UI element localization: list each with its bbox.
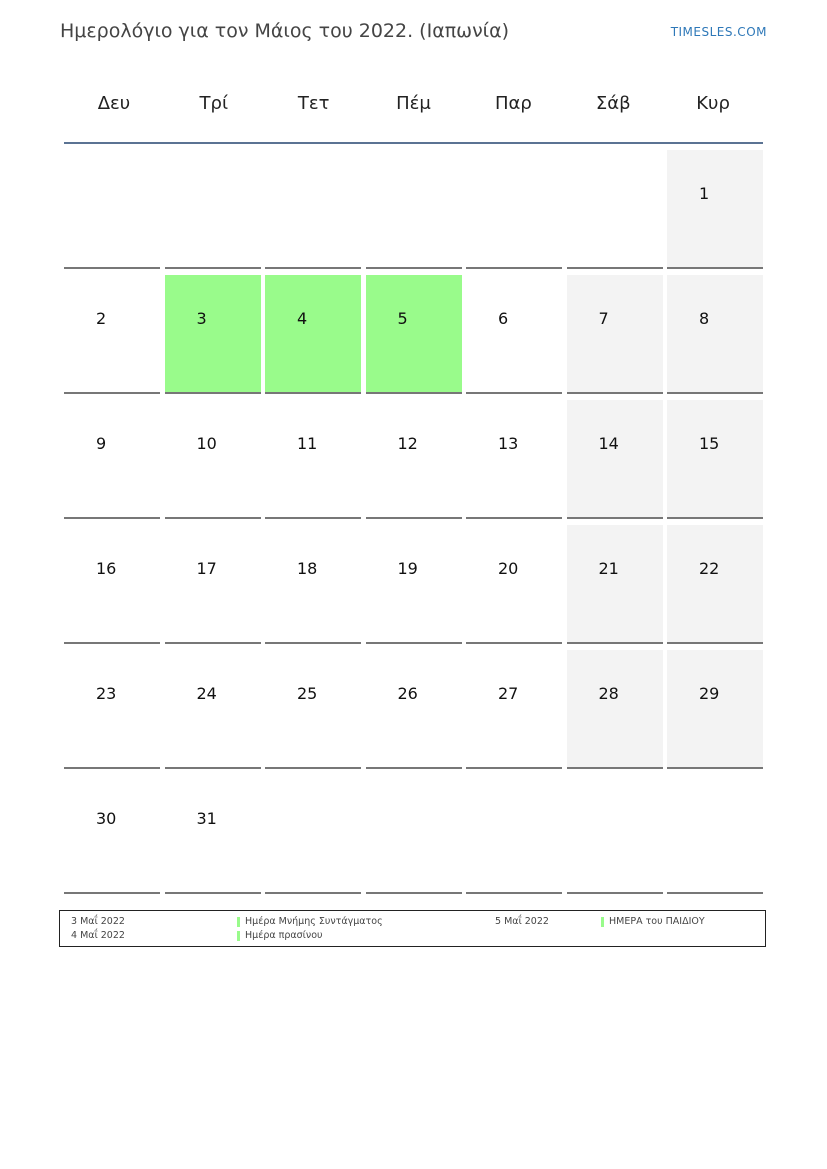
day-cell (466, 650, 562, 769)
day-number: 19 (397, 559, 418, 578)
day-cell (466, 525, 562, 644)
legend-holiday-name: Ημέρα Μνήμης Συντάγματος (245, 916, 383, 927)
day-cell (567, 525, 663, 644)
day-number: 23 (96, 684, 117, 703)
day-cell (466, 275, 562, 394)
calendar-week-row (64, 775, 768, 900)
calendar-week-row (64, 650, 768, 775)
site-link[interactable]: TIMESLES.COM (670, 25, 767, 39)
empty-day-cell (567, 150, 663, 269)
day-cell (64, 775, 160, 894)
day-cell (165, 775, 261, 894)
day-number: 28 (598, 684, 619, 703)
weekday-header (64, 80, 763, 144)
day-cell (366, 525, 462, 644)
holiday-marker (237, 931, 240, 941)
day-cell (64, 400, 160, 519)
legend-holiday-name: ΗΜΕΡΑ του ΠΑΙΔΙΟΥ (609, 916, 705, 927)
day-number: 7 (598, 309, 609, 328)
day-cell (667, 275, 763, 394)
day-cell (64, 650, 160, 769)
day-cell (567, 275, 663, 394)
day-number: 2 (96, 309, 107, 328)
day-cell (466, 400, 562, 519)
day-cell (567, 650, 663, 769)
day-number: 29 (699, 684, 720, 703)
day-cell (567, 400, 663, 519)
day-cell (265, 400, 361, 519)
day-cell (667, 150, 763, 269)
calendar-week-row (64, 400, 768, 525)
empty-day-cell (466, 775, 562, 894)
empty-day-cell (366, 775, 462, 894)
day-number: 13 (498, 434, 519, 453)
day-number: 27 (498, 684, 519, 703)
day-cell (165, 650, 261, 769)
day-cell (265, 650, 361, 769)
empty-day-cell (64, 150, 160, 269)
calendar-week-row (64, 525, 768, 650)
holiday-legend (59, 910, 766, 947)
calendar-grid (64, 150, 768, 900)
weekday-label: Πέμ (396, 93, 431, 114)
day-number: 15 (699, 434, 720, 453)
day-cell (165, 400, 261, 519)
legend-date: 3 Μαΐ 2022 (71, 916, 125, 927)
weekday-label: Τετ (297, 93, 330, 114)
holiday-marker (237, 917, 240, 927)
empty-day-cell (466, 150, 562, 269)
day-number: 14 (598, 434, 619, 453)
day-number: 26 (397, 684, 418, 703)
page-title: Ημερολόγιο για τον Μάιος του 2022. (Ιαπωνία) (60, 20, 510, 42)
day-number: 22 (699, 559, 720, 578)
empty-day-cell (265, 775, 361, 894)
calendar-week-row (64, 150, 768, 275)
legend-holiday-name: Ημέρα πρασίνου (245, 930, 323, 941)
day-cell (165, 275, 261, 394)
weekday-label: Κυρ (696, 93, 730, 114)
day-number: 12 (397, 434, 418, 453)
day-number: 5 (397, 309, 408, 328)
day-number: 31 (196, 809, 217, 828)
legend-date: 5 Μαΐ 2022 (495, 916, 549, 927)
day-number: 25 (297, 684, 318, 703)
legend-date: 4 Μαΐ 2022 (71, 930, 125, 941)
day-cell (64, 275, 160, 394)
day-cell (265, 525, 361, 644)
day-number: 20 (498, 559, 519, 578)
day-number: 10 (196, 434, 217, 453)
day-number: 4 (297, 309, 308, 328)
day-cell (366, 650, 462, 769)
holiday-marker (601, 917, 604, 927)
day-number: 1 (699, 184, 710, 203)
empty-day-cell (265, 150, 361, 269)
empty-day-cell (366, 150, 462, 269)
day-cell (265, 275, 361, 394)
weekday-label: Τρί (199, 93, 229, 114)
day-cell (667, 400, 763, 519)
day-number: 17 (196, 559, 217, 578)
weekday-label: Παρ (494, 93, 532, 114)
empty-day-cell (567, 775, 663, 894)
day-number: 8 (699, 309, 710, 328)
day-cell (165, 525, 261, 644)
weekday-label: Δευ (97, 93, 131, 114)
weekday-label: Σάβ (595, 93, 631, 114)
empty-day-cell (165, 150, 261, 269)
day-number: 18 (297, 559, 318, 578)
day-number: 21 (598, 559, 619, 578)
day-cell (64, 525, 160, 644)
day-number: 11 (297, 434, 318, 453)
day-number: 3 (196, 309, 207, 328)
day-cell (366, 400, 462, 519)
day-number: 24 (196, 684, 217, 703)
day-cell (366, 275, 462, 394)
day-number: 16 (96, 559, 117, 578)
day-number: 6 (498, 309, 509, 328)
empty-day-cell (667, 775, 763, 894)
day-number: 30 (96, 809, 117, 828)
day-cell (667, 525, 763, 644)
day-cell (667, 650, 763, 769)
calendar-week-row (64, 275, 768, 400)
day-number: 9 (96, 434, 107, 453)
